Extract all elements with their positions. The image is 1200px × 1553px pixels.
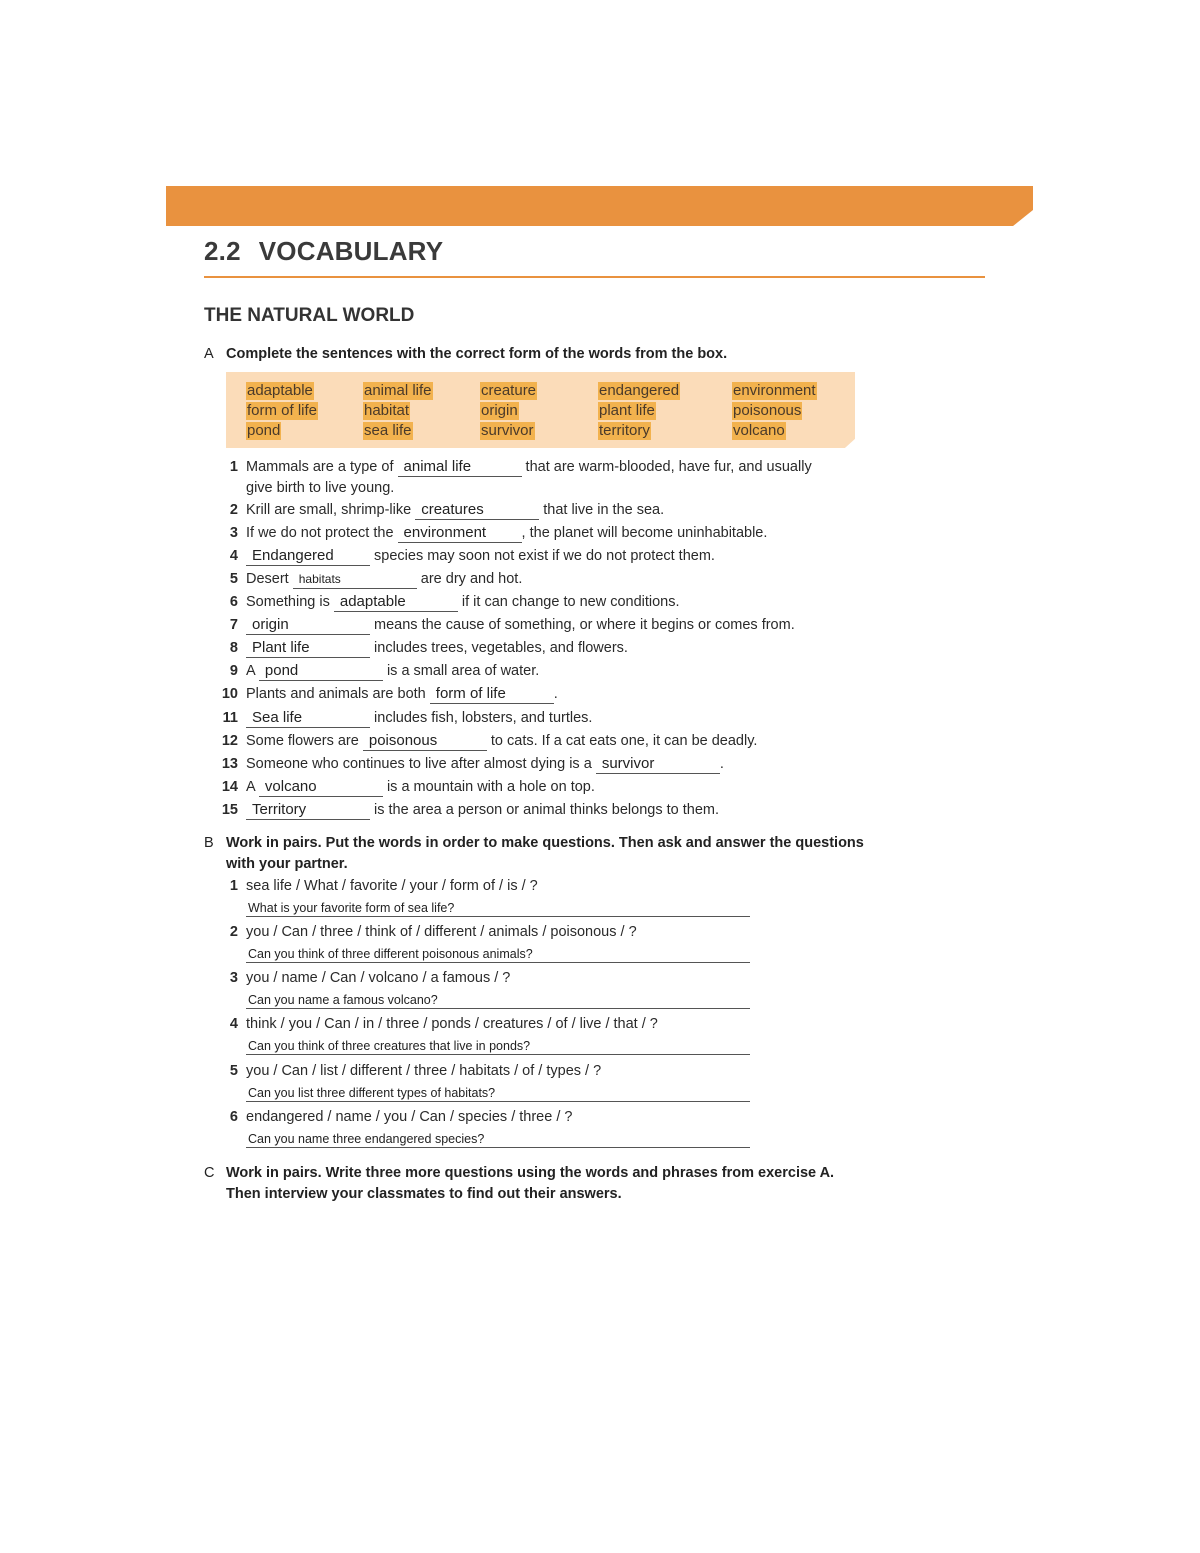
answer-line[interactable]: Can you name three endangered species? bbox=[246, 1129, 750, 1148]
sentence-item: 14 A volcano is a mountain with a hole on top. bbox=[221, 778, 595, 795]
page-subtitle: THE NATURAL WORLD bbox=[204, 305, 415, 326]
answer-blank[interactable]: Plant life bbox=[246, 640, 370, 658]
answer-blank[interactable]: environment bbox=[398, 525, 522, 543]
sentence-item: 13 Someone who continues to live after almost dying is a survivor . bbox=[221, 755, 724, 772]
header-banner bbox=[166, 186, 1033, 226]
sentence-item: 12 Some flowers are poisonous to cats. If a cat eats one, it can be deadly. bbox=[221, 732, 758, 749]
answer-line[interactable]: Can you name a famous volcano? bbox=[246, 990, 750, 1009]
sentence-item: 3 If we do not protect the environment , the planet will become uninhabitable. bbox=[229, 524, 768, 541]
word-box-item: animal life bbox=[364, 382, 432, 399]
answer-blank[interactable]: Sea life bbox=[246, 710, 370, 728]
word-box-item: habitat bbox=[364, 402, 410, 419]
word-box-item: environment bbox=[733, 382, 816, 399]
answer-line[interactable]: Can you think of three different poisonous animals? bbox=[246, 944, 750, 963]
answer-blank[interactable]: survivor bbox=[596, 756, 720, 774]
answer-blank[interactable]: poisonous bbox=[363, 733, 487, 751]
word-box-item: sea life bbox=[364, 422, 412, 439]
answer-blank[interactable]: Endangered bbox=[246, 548, 370, 566]
sentence-item: 11 Sea life includes fish, lobsters, and turtles. bbox=[222, 709, 593, 726]
question-prompt: 4 think / you / Can / in / three / ponds / creatures / of / live / that / ? bbox=[229, 1016, 658, 1032]
answer-line[interactable]: Can you list three different types of habitats? bbox=[246, 1083, 750, 1102]
word-box-item: territory bbox=[599, 422, 650, 439]
section-name: VOCABULARY bbox=[258, 236, 444, 266]
title-rule bbox=[204, 276, 985, 278]
question-prompt: 2 you / Can / three / think of / different / animals / poisonous / ? bbox=[229, 924, 637, 940]
answer-blank[interactable]: form of life bbox=[430, 686, 554, 704]
exercise-letter: C bbox=[204, 1165, 215, 1181]
question-prompt: 6 endangered / name / you / Can / species / three / ? bbox=[229, 1109, 573, 1125]
question-prompt: 3 you / name / Can / volcano / a famous / ? bbox=[229, 970, 511, 986]
exercise-letter: A bbox=[204, 346, 214, 362]
answer-blank[interactable]: Territory bbox=[246, 802, 370, 820]
answer-blank[interactable]: adaptable bbox=[334, 594, 458, 612]
word-box-item: poisonous bbox=[733, 402, 802, 419]
section-number: 2.2 bbox=[204, 236, 241, 266]
sentence-continuation: give birth to live young. bbox=[246, 480, 395, 496]
word-box-item: survivor bbox=[481, 422, 534, 439]
word-box-item: pond bbox=[247, 422, 281, 439]
word-box-item: plant life bbox=[599, 402, 655, 419]
sentence-item: 15 Territory is the area a person or animal thinks belongs to them. bbox=[221, 801, 720, 818]
instruction-text: Work in pairs. Write three more questions using the words and phrases from exercise A. Then interview your classmates to find out their answers. bbox=[226, 1165, 835, 1202]
word-box-item: origin bbox=[481, 402, 518, 419]
sentence-item: 10 Plants and animals are both form of life . bbox=[221, 685, 558, 702]
word-box-item: adaptable bbox=[247, 382, 313, 399]
answer-blank[interactable]: creatures bbox=[415, 502, 539, 520]
question-prompt: 1 sea life / What / favorite / your / form of / is / ? bbox=[229, 878, 538, 894]
answer-blank[interactable]: volcano bbox=[259, 779, 383, 797]
word-box-item: volcano bbox=[733, 422, 785, 439]
sentence-item: 1 Mammals are a type of animal life that are warm-blooded, have fur, and usually bbox=[229, 458, 812, 475]
sentence-item: 8 Plant life includes trees, vegetables, and flowers. bbox=[229, 639, 628, 656]
sentence-item: 6 Something is adaptable if it can change to new conditions. bbox=[229, 593, 680, 610]
sentence-item: 5 Desert habitats are dry and hot. bbox=[229, 571, 523, 587]
answer-blank[interactable]: pond bbox=[259, 663, 383, 681]
exercise-letter: B bbox=[204, 835, 214, 851]
answer-blank[interactable]: habitats bbox=[293, 571, 417, 589]
word-box-item: creature bbox=[481, 382, 537, 399]
instruction-text: Work in pairs. Put the words in order to make questions. Then ask and answer the questions with your partner. bbox=[226, 835, 864, 872]
word-box-item: form of life bbox=[247, 402, 318, 419]
question-prompt: 5 you / Can / list / different / three / habitats / of / types / ? bbox=[229, 1063, 602, 1079]
answer-blank[interactable]: animal life bbox=[398, 459, 522, 477]
answer-blank[interactable]: origin bbox=[246, 617, 370, 635]
answer-line[interactable]: What is your favorite form of sea life? bbox=[246, 898, 750, 917]
word-box-item: endangered bbox=[599, 382, 680, 399]
answer-line[interactable]: Can you think of three creatures that live in ponds? bbox=[246, 1036, 750, 1055]
section-title bbox=[204, 236, 443, 267]
sentence-item: 7 origin means the cause of something, or where it begins or comes from. bbox=[229, 616, 795, 633]
instruction-text: Complete the sentences with the correct form of the words from the box. bbox=[226, 346, 728, 362]
sentence-item: 2 Krill are small, shrimp-like creatures that live in the sea. bbox=[229, 501, 665, 518]
sentence-item: 9 A pond is a small area of water. bbox=[229, 662, 540, 679]
sentence-item: 4 Endangered species may soon not exist if we do not protect them. bbox=[229, 547, 715, 564]
